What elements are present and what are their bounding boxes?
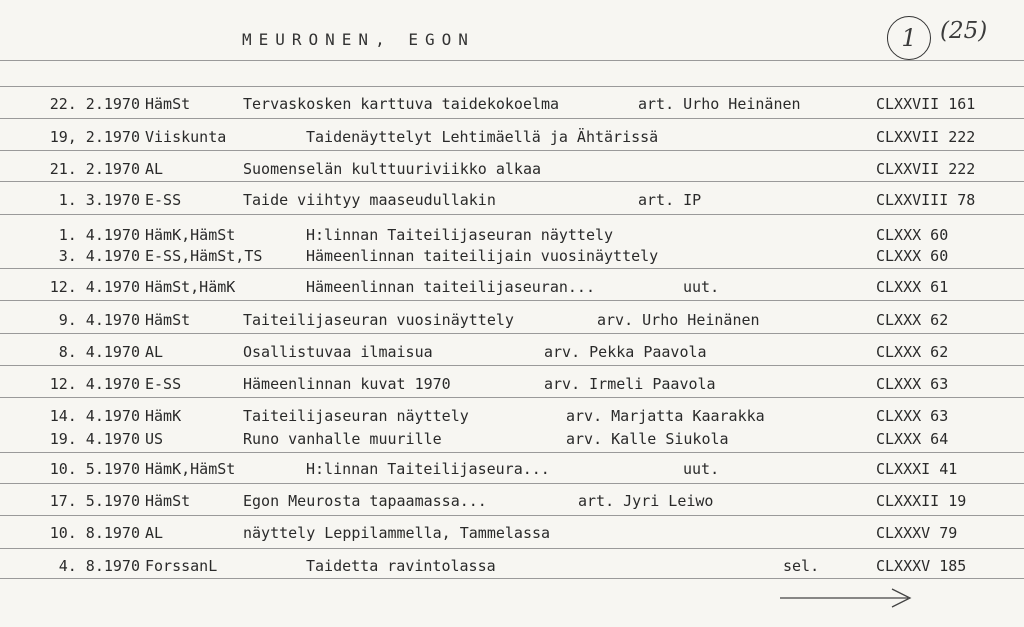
ruled-line xyxy=(0,515,1024,516)
entry-ref: CLXXVII 222 xyxy=(876,160,976,178)
entry-source: E-SS,HämSt,TS xyxy=(145,247,263,265)
table-row xyxy=(0,460,1024,480)
table-row xyxy=(0,343,1024,363)
entry-source: E-SS xyxy=(145,375,182,393)
ruled-line xyxy=(0,60,1024,61)
entry-source: E-SS xyxy=(145,191,182,209)
entry-title: Hämeenlinnan taiteilijain vuosinäyttely xyxy=(306,247,659,265)
ruled-line xyxy=(0,483,1024,484)
entry-title: Taidetta ravintolassa xyxy=(306,557,496,575)
entry-source: HämSt xyxy=(145,492,191,510)
entry-ref: CLXXXII 19 xyxy=(876,492,967,510)
entry-date: 9. 4.1970 xyxy=(58,311,140,329)
entry-author: arv. Irmeli Paavola xyxy=(544,375,716,393)
entry-date: 22. 2.1970 xyxy=(49,95,140,113)
table-row xyxy=(0,557,1024,577)
entry-author: uut. xyxy=(683,278,720,296)
card-title: MEURONEN, EGON xyxy=(242,30,475,49)
entry-ref: CLXXX 61 xyxy=(876,278,949,296)
entry-source: HämSt xyxy=(145,95,191,113)
table-row xyxy=(0,226,1024,246)
entry-date: 1. 3.1970 xyxy=(58,191,140,209)
entry-date: 12. 4.1970 xyxy=(49,375,140,393)
table-row xyxy=(0,128,1024,148)
entry-title: Tervaskosken karttuva taidekokoelma xyxy=(243,95,560,113)
table-row xyxy=(0,191,1024,211)
entry-title: Taide viihtyy maaseudullakin xyxy=(243,191,496,209)
ruled-line xyxy=(0,86,1024,87)
entry-author: arv. Marjatta Kaarakka xyxy=(566,407,765,425)
table-row xyxy=(0,492,1024,512)
entry-ref: CLXXX 60 xyxy=(876,247,949,265)
entry-title: Taiteilijaseuran näyttely xyxy=(243,407,469,425)
entry-author: art. Urho Heinänen xyxy=(638,95,801,113)
ruled-line xyxy=(0,452,1024,453)
entry-author: arv. Urho Heinänen xyxy=(597,311,760,329)
ruled-line xyxy=(0,150,1024,151)
entry-ref: CLXXXV 185 xyxy=(876,557,967,575)
ruled-line xyxy=(0,333,1024,334)
entry-date: 10. 8.1970 xyxy=(49,524,140,542)
entry-author: arv. Pekka Paavola xyxy=(544,343,707,361)
ruled-line xyxy=(0,578,1024,579)
entry-ref: CLXXX 63 xyxy=(876,407,949,425)
continue-arrow-icon xyxy=(780,585,920,611)
entry-title: Egon Meurosta tapaamassa... xyxy=(243,492,487,510)
table-row xyxy=(0,524,1024,544)
table-row xyxy=(0,375,1024,395)
entry-date: 8. 4.1970 xyxy=(58,343,140,361)
card-count-stamp: (25) xyxy=(940,18,988,44)
entry-ref: CLXXX 62 xyxy=(876,343,949,361)
entry-date: 19. 4.1970 xyxy=(49,430,140,448)
entry-title: Taidenäyttelyt Lehtimäellä ja Ähtärissä xyxy=(306,128,659,146)
entry-title: näyttely Leppilammella, Tammelassa xyxy=(243,524,551,542)
ruled-line xyxy=(0,118,1024,119)
entry-date: 19, 2.1970 xyxy=(49,128,140,146)
entry-source: Viiskunta xyxy=(145,128,227,146)
table-row xyxy=(0,430,1024,450)
entry-date: 4. 8.1970 xyxy=(58,557,140,575)
entry-date: 21. 2.1970 xyxy=(49,160,140,178)
entry-source: HämSt,HämK xyxy=(145,278,236,296)
entry-author: arv. Kalle Siukola xyxy=(566,430,729,448)
entry-ref: CLXXVII 222 xyxy=(876,128,976,146)
entry-source: HämSt xyxy=(145,311,191,329)
entry-title: Runo vanhalle muurille xyxy=(243,430,442,448)
entry-title: H:linnan Taiteilijaseura... xyxy=(306,460,550,478)
table-row xyxy=(0,311,1024,331)
entry-source: AL xyxy=(145,343,164,361)
entry-date: 3. 4.1970 xyxy=(58,247,140,265)
ruled-line xyxy=(0,300,1024,301)
entry-ref: CLXXX 62 xyxy=(876,311,949,329)
entry-source: US xyxy=(145,430,164,448)
entry-author: uut. xyxy=(683,460,720,478)
ruled-line xyxy=(0,548,1024,549)
entry-author: sel. xyxy=(783,557,820,575)
entry-author: art. Jyri Leiwo xyxy=(578,492,714,510)
ruled-line xyxy=(0,397,1024,398)
entry-title: Suomenselän kulttuuriviikko alkaa xyxy=(243,160,542,178)
entry-ref: CLXXX 63 xyxy=(876,375,949,393)
entry-source: HämK,HämSt xyxy=(145,226,236,244)
entry-source: HämK xyxy=(145,407,182,425)
entry-date: 1. 4.1970 xyxy=(58,226,140,244)
entry-date: 12. 4.1970 xyxy=(49,278,140,296)
entry-title: Osallistuvaa ilmaisua xyxy=(243,343,433,361)
entry-ref: CLXXVIII 78 xyxy=(876,191,976,209)
entry-ref: CLXXX 60 xyxy=(876,226,949,244)
entry-author: art. IP xyxy=(638,191,702,209)
entry-source: HämK,HämSt xyxy=(145,460,236,478)
entry-title: Taiteilijaseuran vuosinäyttely xyxy=(243,311,514,329)
entry-title: Hämeenlinnan kuvat 1970 xyxy=(243,375,451,393)
entry-ref: CLXXXV 79 xyxy=(876,524,958,542)
entry-ref: CLXXVII 161 xyxy=(876,95,976,113)
ruled-line xyxy=(0,181,1024,182)
entry-source: ForssanL xyxy=(145,557,218,575)
entry-source: AL xyxy=(145,524,164,542)
entry-ref: CLXXXI 41 xyxy=(876,460,958,478)
entry-source: AL xyxy=(145,160,164,178)
table-row xyxy=(0,407,1024,427)
card-number-stamp: 1 xyxy=(887,16,931,60)
table-row xyxy=(0,278,1024,298)
ruled-line xyxy=(0,365,1024,366)
ruled-line xyxy=(0,268,1024,269)
entry-date: 14. 4.1970 xyxy=(49,407,140,425)
entry-ref: CLXXX 64 xyxy=(876,430,949,448)
table-row xyxy=(0,247,1024,267)
entry-title: Hämeenlinnan taiteilijaseuran... xyxy=(306,278,595,296)
table-row xyxy=(0,95,1024,115)
table-row xyxy=(0,160,1024,180)
ruled-line xyxy=(0,214,1024,215)
entry-date: 17. 5.1970 xyxy=(49,492,140,510)
entry-title: H:linnan Taiteilijaseuran näyttely xyxy=(306,226,614,244)
entry-date: 10. 5.1970 xyxy=(49,460,140,478)
